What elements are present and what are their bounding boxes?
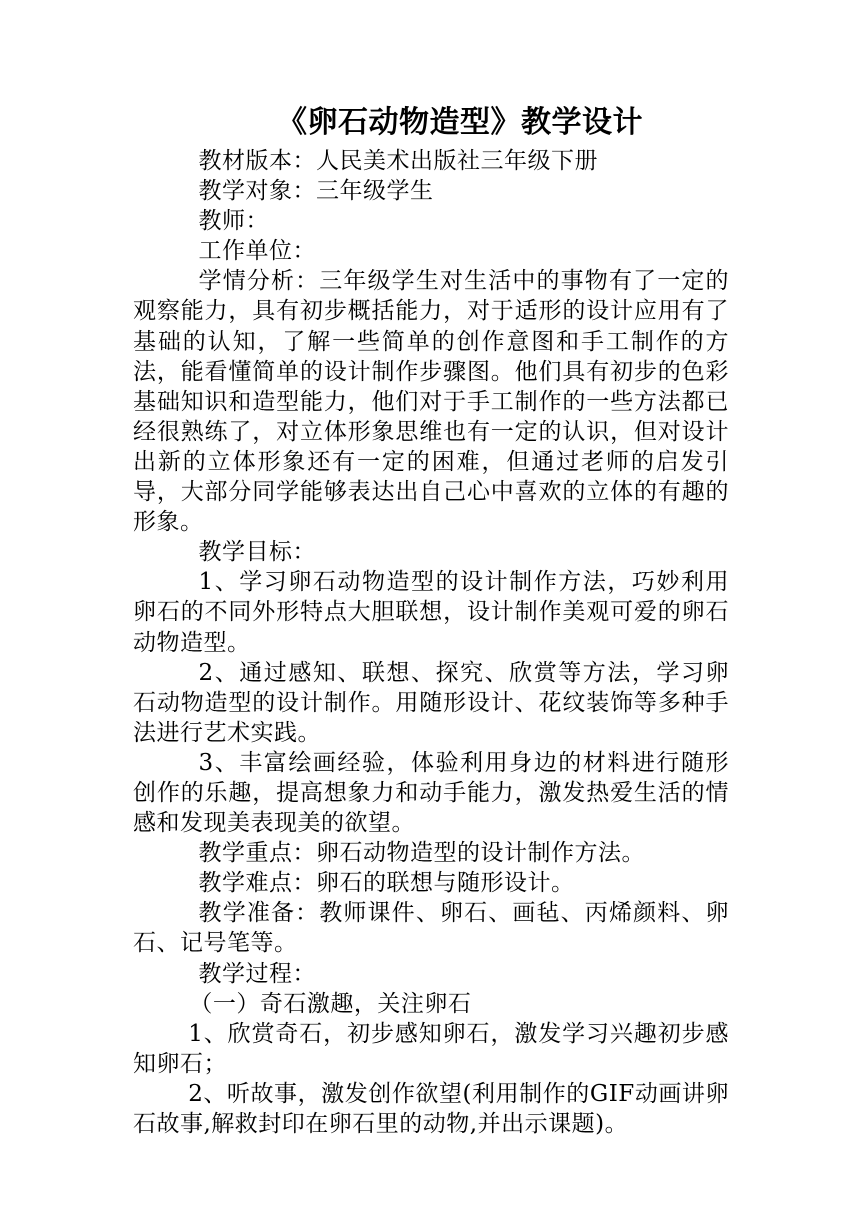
teaching-target-line: 教学对象：三年级学生 <box>198 178 434 205</box>
student-analysis-paragraph: 学情分析：三年级学生对生活中的事物有了一定的观察能力，具有初步概括能力，对于适形的设计应用有了基础的认知，了解一些简单的创作意图和手工制作的方法，能看懂简单的设计制作步骤图。他们具有初步的色彩基础知识和造型能力，他们对于手工制作的一些方法都已经很熟练了，对立体形象思维也有一定的认识，但对设计出新的立体形象还有一定的困难，但通过老师的启发引导，大部分同学能够表达出自己心中喜欢的立体的有趣的形象。 <box>133 268 729 536</box>
process-step-1-paragraph: 1、欣赏奇石，初步感知卵石，激发学习兴趣初步感知卵石； <box>133 1020 729 1077</box>
teaching-focus-line: 教学重点：卵石动物造型的设计制作方法。 <box>198 840 646 867</box>
teaching-objectives-heading: 教学目标： <box>198 539 317 566</box>
objective-2-paragraph: 2、通过感知、联想、探究、欣赏等方法，学习卵石动物造型的设计制作。用随形设计、花纹装饰等多种手法进行艺术实践。 <box>133 659 729 746</box>
objective-3-paragraph: 3、丰富绘画经验，体验利用身边的材料进行随形创作的乐趣，提高想象力和动手能力，激发热爱生活的情感和发现美表现美的欲望。 <box>133 749 729 837</box>
teaching-preparation-paragraph: 教学准备：教师课件、卵石、画毡、丙烯颜料、卵石、记号笔等。 <box>133 900 729 957</box>
section-1-heading: （一）奇石激趣，关注卵石 <box>189 990 472 1017</box>
objective-1-paragraph: 1、学习卵石动物造型的设计制作方法，巧妙利用卵石的不同外形特点大胆联想，设计制作美观可爱的卵石动物造型。 <box>133 569 729 656</box>
teacher-line: 教师： <box>198 208 270 235</box>
work-unit-line: 工作单位： <box>198 238 317 265</box>
textbook-edition-line: 教材版本：人民美术出版社三年级下册 <box>198 148 599 174</box>
teaching-difficulty-line: 教学难点：卵石的联想与随形设计。 <box>198 870 575 897</box>
document-title: 《卵石动物造型》教学设计 <box>277 105 643 140</box>
process-step-2-paragraph: 2、听故事，激发创作欲望(利用制作的GIF动画讲卵石故事,解救封印在卵石里的动物,并出示课题)。 <box>133 1080 729 1137</box>
document-body <box>133 146 729 1139</box>
teaching-process-heading: 教学过程： <box>198 960 317 987</box>
